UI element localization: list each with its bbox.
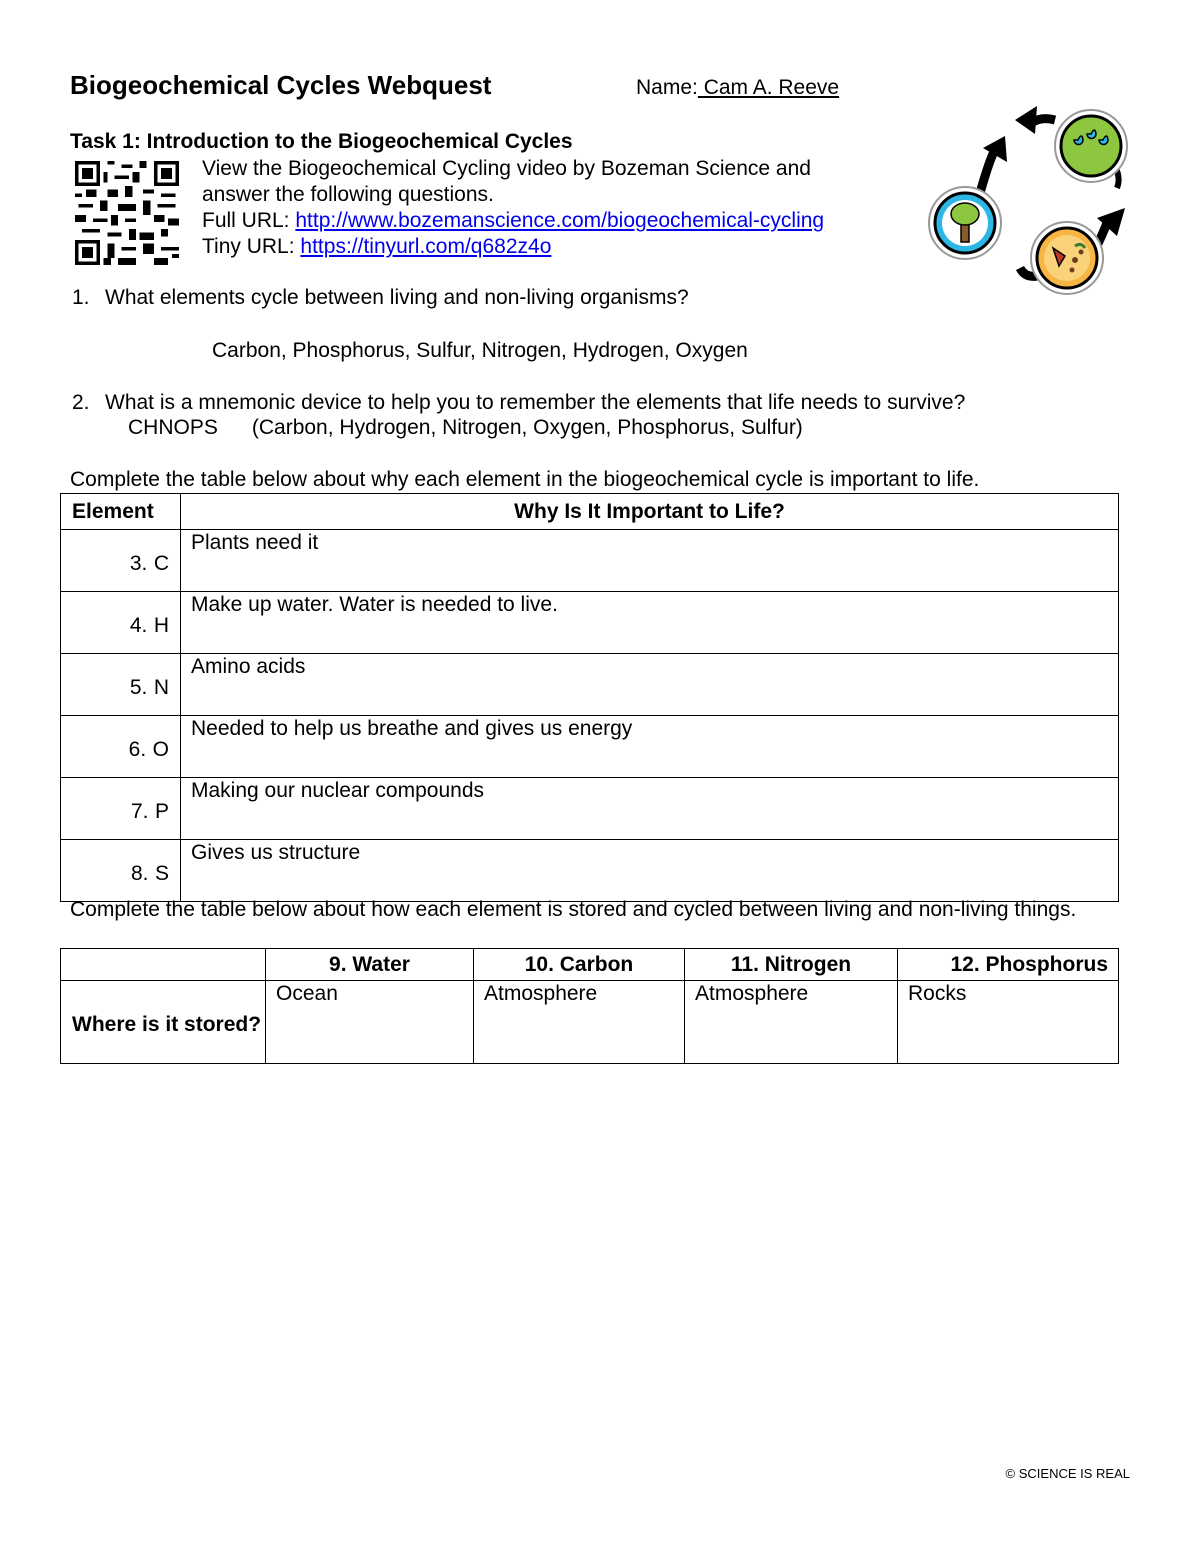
- row-number: 6.: [128, 737, 147, 761]
- water-storage-cell[interactable]: Ocean: [266, 981, 474, 1064]
- answer-2: [128, 416, 803, 440]
- element-cell: [61, 778, 181, 840]
- question-text: What elements cycle between living and non-living organisms?: [105, 286, 689, 309]
- row-number: 5.: [129, 675, 148, 699]
- table-row: [61, 716, 1119, 778]
- answer-1: Carbon, Phosphorus, Sulfur, Nitrogen, Hydrogen, Oxygen: [212, 339, 748, 362]
- empty-header-cell: [61, 949, 266, 981]
- biogeochemical-cycle-icon: [925, 98, 1135, 303]
- intro-line-1: View the Biogeochemical Cycling video by Bozeman Science and: [202, 157, 811, 180]
- carbon-storage-cell[interactable]: Atmosphere: [474, 981, 685, 1064]
- element-cell: [61, 592, 181, 654]
- why-cell[interactable]: Making our nuclear compounds: [181, 778, 1119, 840]
- element-symbol: H: [153, 613, 169, 637]
- copyright-footer: © SCIENCE IS REAL: [1005, 1466, 1130, 1481]
- intro-line-2: answer the following questions.: [202, 183, 494, 206]
- element-cell: [61, 530, 181, 592]
- row-label-stored: Where is it stored?: [61, 981, 266, 1064]
- table-row: [61, 654, 1119, 716]
- column-header-water: 9. Water: [266, 949, 474, 981]
- element-importance-table: [60, 493, 1119, 902]
- element-storage-table: [60, 948, 1119, 1064]
- element-cell: [61, 654, 181, 716]
- tiny-url-link[interactable]: https://tinyurl.com/q682z4o: [300, 235, 552, 258]
- why-cell[interactable]: Needed to help us breathe and gives us energy: [181, 716, 1119, 778]
- element-symbol: S: [154, 861, 169, 885]
- element-symbol: P: [154, 799, 169, 823]
- table-header-row: [61, 949, 1119, 981]
- phosphorus-storage-cell[interactable]: Rocks: [898, 981, 1119, 1064]
- question-1: [72, 286, 689, 310]
- qr-code-icon: [75, 161, 179, 265]
- table-row: [61, 840, 1119, 902]
- task1-instructions: [202, 156, 824, 260]
- mnemonic: CHNOPS: [128, 416, 218, 439]
- column-header-nitrogen: 11. Nitrogen: [685, 949, 898, 981]
- table-row: [61, 530, 1119, 592]
- task1-heading: Task 1: Introduction to the Biogeochemical Cycles: [70, 130, 573, 153]
- table1-instructions: Complete the table below about why each element in the biogeochemical cycle is important to life.: [70, 468, 980, 491]
- question-number: 1.: [72, 286, 90, 309]
- element-cell: [61, 840, 181, 902]
- row-number: 8.: [130, 861, 149, 885]
- element-symbol: C: [153, 551, 169, 575]
- table-row: [61, 592, 1119, 654]
- row-number: 7.: [130, 799, 149, 823]
- why-cell[interactable]: Make up water. Water is needed to live.: [181, 592, 1119, 654]
- question-number: 2.: [72, 391, 90, 414]
- row-number: 3.: [129, 551, 148, 575]
- tiny-url-label: Tiny URL:: [202, 235, 301, 258]
- element-symbol: O: [152, 737, 169, 761]
- table-row: [61, 778, 1119, 840]
- nitrogen-storage-cell[interactable]: Atmosphere: [685, 981, 898, 1064]
- table-row: [61, 981, 1119, 1064]
- table-header-row: [61, 494, 1119, 530]
- name-label: Name:: [636, 76, 698, 99]
- column-header-why: Why Is It Important to Life?: [181, 494, 1119, 530]
- mnemonic-expansion: (Carbon, Hydrogen, Nitrogen, Oxygen, Phosphorus, Sulfur): [251, 416, 803, 439]
- why-cell[interactable]: Amino acids: [181, 654, 1119, 716]
- question-2: [72, 391, 965, 415]
- element-symbol: N: [153, 675, 169, 699]
- name-field: [636, 76, 839, 100]
- element-cell: [61, 716, 181, 778]
- column-header-carbon: 10. Carbon: [474, 949, 685, 981]
- table2-instructions: Complete the table below about how each element is stored and cycled between living and non-living things.: [70, 898, 1077, 921]
- page-title: Biogeochemical Cycles Webquest: [70, 70, 492, 100]
- full-url-link[interactable]: http://www.bozemanscience.com/biogeochemical-cycling: [295, 209, 825, 232]
- row-number: 4.: [129, 613, 148, 637]
- name-value: Cam A. Reeve: [697, 76, 840, 99]
- why-cell[interactable]: Gives us structure: [181, 840, 1119, 902]
- column-header-element: Element: [61, 494, 181, 530]
- full-url-label: Full URL:: [202, 209, 296, 232]
- question-text: What is a mnemonic device to help you to remember the elements that life needs to survive?: [105, 391, 966, 414]
- why-cell[interactable]: Plants need it: [181, 530, 1119, 592]
- column-header-phosphorus: 12. Phosphorus: [898, 949, 1119, 981]
